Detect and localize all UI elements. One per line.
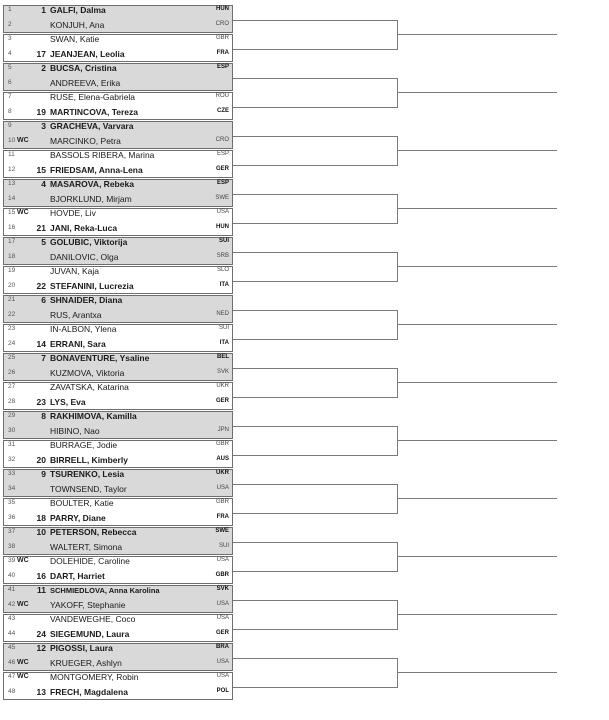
player-name: BASSOLS RIBERA, Marina — [50, 150, 155, 160]
country-code: ITA — [219, 339, 229, 346]
seed-number: 2 — [41, 63, 46, 73]
player-row[interactable] — [3, 368, 233, 382]
player-name: ANDREEVA, Erika — [50, 77, 121, 88]
draw-position: 32 — [8, 455, 16, 463]
player-name: HIBINO, Nao — [50, 425, 100, 436]
draw-position: 39 — [8, 557, 16, 564]
bracket-line — [397, 208, 557, 209]
seed-number: 11 — [37, 585, 46, 595]
player-name: SWAN, Katie — [50, 34, 100, 44]
player-name: HOVDE, Liv — [50, 208, 96, 218]
country-code: SUI — [218, 542, 229, 549]
player-row[interactable] — [3, 121, 233, 135]
country-code: BEL — [217, 354, 229, 360]
draw-position: 18 — [8, 252, 16, 260]
draw-position: 34 — [8, 484, 16, 492]
country-code: ESP — [216, 64, 229, 70]
country-code: NED — [216, 310, 229, 317]
bracket-line — [397, 614, 557, 615]
country-code: GER — [215, 397, 229, 404]
seed-number: 3 — [41, 121, 46, 131]
draw-position: 23 — [8, 325, 16, 332]
bracket-line — [233, 600, 397, 601]
bracket-line — [233, 368, 397, 369]
seed-number: 1 — [41, 5, 46, 15]
country-code: POL — [216, 687, 229, 694]
bracket-line — [233, 49, 397, 50]
country-code: ESP — [216, 151, 229, 157]
bracket-line — [397, 92, 557, 93]
country-code: USA — [216, 209, 229, 215]
seed-number: 7 — [41, 353, 46, 363]
bracket-line — [233, 484, 397, 485]
country-code: ROU — [215, 93, 229, 99]
draw-position: 2 — [8, 20, 12, 28]
bracket-line — [233, 223, 397, 224]
player-name: MARTINCOVA, Tereza — [50, 106, 139, 117]
player-row[interactable] — [3, 223, 233, 237]
bracket-line — [397, 266, 557, 267]
player-row[interactable] — [3, 324, 233, 338]
player-name: MONTGOMERY, Robin — [50, 672, 139, 682]
player-name: SHNAIDER, Diana — [50, 295, 123, 305]
entry-tag: WC — [17, 600, 29, 608]
player-name: LYS, Eva — [50, 396, 86, 407]
player-row[interactable] — [3, 136, 233, 150]
player-name: DANILOVIC, Olga — [50, 251, 119, 262]
bracket-line — [233, 542, 397, 543]
player-row[interactable] — [3, 63, 233, 77]
bracket-line — [233, 107, 397, 108]
player-name: IN-ALBON, Ylena — [50, 324, 117, 334]
player-row[interactable] — [3, 455, 233, 469]
bracket-line — [233, 658, 397, 659]
player-row[interactable] — [3, 469, 233, 483]
bracket-line — [233, 20, 397, 21]
country-code: HUN — [216, 223, 229, 230]
bracket-line — [233, 571, 397, 572]
bracket-line — [233, 252, 397, 253]
entry-tag: WC — [17, 209, 29, 216]
player-row[interactable] — [3, 165, 233, 179]
player-row[interactable] — [3, 310, 233, 324]
bracket-line — [233, 78, 397, 79]
draw-position: 27 — [8, 383, 16, 390]
country-code: CRO — [215, 136, 229, 143]
player-name: FRECH, Magdalena — [50, 686, 128, 697]
player-name: BUCSA, Cristina — [50, 63, 117, 73]
player-name: WALTERT, Simona — [50, 541, 123, 552]
player-row[interactable] — [3, 498, 233, 512]
country-code: BRA — [216, 644, 229, 650]
seed-number: 24 — [36, 628, 46, 639]
country-code: JPN — [217, 426, 229, 433]
country-code: USA — [216, 615, 229, 621]
draw-position: 30 — [8, 426, 16, 434]
player-name: PETERSON, Rebecca — [50, 527, 137, 537]
player-name: RUSE, Elena-Gabriela — [50, 92, 136, 102]
player-row[interactable] — [3, 513, 233, 527]
bracket-line — [233, 136, 397, 137]
player-row[interactable] — [3, 295, 233, 309]
seed-number: 12 — [36, 643, 46, 653]
draw-position: 6 — [8, 78, 12, 86]
country-code: AUS — [216, 455, 229, 462]
seed-number: 20 — [36, 454, 46, 465]
player-row[interactable] — [3, 78, 233, 92]
player-name: JEANJEAN, Leolia — [50, 48, 125, 59]
draw-position: 37 — [8, 528, 16, 535]
country-code: FRA — [216, 513, 229, 520]
country-code: UKR — [216, 470, 229, 476]
draw-position: 36 — [8, 513, 16, 521]
player-row[interactable] — [3, 426, 233, 440]
country-code: GER — [215, 165, 229, 172]
player-name: BURRAGE, Jodie — [50, 440, 118, 450]
bracket-line — [233, 310, 397, 311]
player-row[interactable] — [3, 281, 233, 295]
player-row[interactable] — [3, 643, 233, 657]
player-name: TOWNSEND, Taylor — [50, 483, 127, 494]
country-code: ESP — [216, 180, 229, 186]
player-name: ZAVATSKA, Katarina — [50, 382, 129, 392]
bracket-line — [397, 34, 557, 35]
draw-position: 9 — [8, 122, 12, 129]
country-code: GBR — [215, 499, 229, 505]
player-name: JANI, Reka-Luca — [50, 222, 118, 233]
country-code: USA — [216, 600, 229, 607]
bracket-line — [233, 426, 397, 427]
country-code: USA — [216, 658, 229, 665]
draw-position: 46 — [8, 658, 16, 666]
bracket-line — [397, 440, 557, 441]
seed-number: 6 — [41, 295, 46, 305]
draw-position: 42 — [8, 600, 16, 608]
draw-position: 40 — [8, 571, 16, 579]
draw-position: 41 — [8, 586, 16, 593]
country-code: SRB — [216, 252, 229, 259]
country-code: USA — [216, 484, 229, 491]
draw-position: 19 — [8, 267, 16, 274]
player-name: PARRY, Diane — [50, 512, 106, 523]
player-name: JUVAN, Kaja — [50, 266, 99, 276]
seed-number: 23 — [36, 396, 46, 407]
player-row[interactable] — [3, 339, 233, 353]
draw-position: 45 — [8, 644, 16, 651]
player-row[interactable] — [3, 658, 233, 672]
draw-position: 8 — [8, 107, 12, 115]
draw-position: 13 — [8, 180, 16, 187]
player-name: STEFANINI, Lucrezia — [50, 280, 134, 291]
seed-number: 4 — [41, 179, 46, 189]
seed-number: 15 — [36, 164, 46, 175]
draw-position: 4 — [8, 49, 12, 57]
seed-number: 19 — [36, 106, 46, 117]
bracket-line — [233, 397, 397, 398]
country-code: SWE — [215, 194, 229, 201]
bracket-line — [397, 672, 557, 673]
seed-number: 14 — [36, 338, 46, 349]
player-row[interactable] — [3, 382, 233, 396]
country-code: USA — [216, 557, 229, 563]
draw-position: 16 — [8, 223, 16, 231]
player-name: SCHMIEDLOVA, Anna Karolina — [50, 586, 160, 595]
player-row[interactable] — [3, 527, 233, 541]
player-row[interactable] — [3, 614, 233, 628]
player-name: BOULTER, Katie — [50, 498, 114, 508]
player-row[interactable] — [3, 629, 233, 643]
seed-number: 18 — [36, 512, 46, 523]
draw-position: 26 — [8, 368, 16, 376]
player-row[interactable] — [3, 150, 233, 164]
country-code: GER — [215, 629, 229, 636]
country-code: UKR — [216, 383, 229, 389]
player-row[interactable] — [3, 397, 233, 411]
player-name: MARCINKO, Petra — [50, 135, 121, 146]
player-row[interactable] — [3, 484, 233, 498]
country-code: GBR — [215, 441, 229, 447]
seed-number: 22 — [36, 280, 46, 291]
draw-position: 17 — [8, 238, 16, 245]
draw-position: 25 — [8, 354, 16, 361]
bracket-line — [233, 629, 397, 630]
country-code: SUI — [218, 238, 229, 244]
bracket-line — [397, 382, 557, 383]
entry-tag: WC — [17, 658, 29, 666]
player-name: BJORKLUND, Mirjam — [50, 193, 132, 204]
player-name: RAKHIMOVA, Kamilla — [50, 411, 137, 421]
draw-position: 7 — [8, 93, 12, 100]
player-name: MASAROVA, Rebeka — [50, 179, 134, 189]
country-code: SVK — [216, 368, 229, 375]
player-row[interactable] — [3, 92, 233, 106]
seed-number: 9 — [41, 469, 46, 479]
country-code: CZE — [217, 107, 229, 114]
draw-position: 1 — [8, 6, 12, 13]
player-row[interactable] — [3, 107, 233, 121]
draw-position: 24 — [8, 339, 16, 347]
bracket-line — [233, 281, 397, 282]
bracket-line — [397, 556, 557, 557]
player-row[interactable] — [3, 34, 233, 48]
country-code: USA — [216, 673, 229, 679]
country-code: CRO — [215, 20, 229, 27]
seed-number: 13 — [36, 686, 46, 697]
player-row[interactable] — [3, 687, 233, 701]
seed-number: 8 — [41, 411, 46, 421]
draw-position: 3 — [8, 35, 12, 42]
bracket-line — [233, 513, 397, 514]
player-name: BONAVENTURE, Ysaline — [50, 353, 150, 363]
player-name: KRUEGER, Ashlyn — [50, 657, 122, 668]
country-code: GBR — [215, 35, 229, 41]
player-row[interactable] — [3, 411, 233, 425]
player-row[interactable] — [3, 571, 233, 585]
seed-number: 21 — [36, 222, 46, 233]
player-row[interactable] — [3, 20, 233, 34]
bracket-line — [233, 455, 397, 456]
draw-position: 38 — [8, 542, 16, 550]
draw-position: 44 — [8, 629, 16, 637]
draw-position: 22 — [8, 310, 16, 318]
entry-tag: WC — [17, 673, 29, 680]
draw-position: 31 — [8, 441, 16, 448]
player-row[interactable] — [3, 49, 233, 63]
draw-position: 28 — [8, 397, 16, 405]
draw-position: 10 — [8, 136, 16, 144]
player-name: ERRANI, Sara — [50, 338, 106, 349]
bracket-line — [397, 324, 557, 325]
player-name: DART, Harriet — [50, 570, 105, 581]
entry-tag: WC — [17, 557, 29, 564]
player-row[interactable] — [3, 266, 233, 280]
draw-position: 43 — [8, 615, 16, 622]
player-name: DOLEHIDE, Caroline — [50, 556, 130, 566]
draw-position: 20 — [8, 281, 16, 289]
player-name: GRACHEVA, Varvara — [50, 121, 134, 131]
player-row[interactable] — [3, 672, 233, 686]
player-row[interactable] — [3, 208, 233, 222]
player-name: VANDEWEGHE, Coco — [50, 614, 136, 624]
player-row[interactable] — [3, 585, 233, 599]
seed-number: 10 — [36, 527, 46, 537]
bracket-line — [233, 687, 397, 688]
country-code: SLO — [216, 267, 229, 273]
player-name: TSURENKO, Lesia — [50, 469, 125, 479]
player-row[interactable] — [3, 194, 233, 208]
country-code: SUI — [218, 325, 229, 331]
player-name: FRIEDSAM, Anna-Lena — [50, 164, 143, 175]
draw-position: 12 — [8, 165, 16, 173]
bracket-line — [233, 194, 397, 195]
seed-number: 16 — [36, 570, 46, 581]
draw-position: 48 — [8, 687, 16, 695]
player-row[interactable] — [3, 5, 233, 19]
bracket-line — [397, 498, 557, 499]
country-code: ITA — [219, 281, 229, 288]
seed-number: 17 — [36, 48, 46, 59]
player-row[interactable] — [3, 353, 233, 367]
country-code: FRA — [216, 49, 229, 56]
player-name: RUS, Arantxa — [50, 309, 102, 320]
player-name: GALFI, Dalma — [50, 5, 106, 15]
player-name: KUZMOVA, Viktoria — [50, 367, 125, 378]
draw-position: 15 — [8, 209, 16, 216]
draw-position: 35 — [8, 499, 16, 506]
player-row[interactable] — [3, 556, 233, 570]
country-code: GBR — [215, 571, 229, 578]
draw-position: 5 — [8, 64, 12, 71]
player-row[interactable] — [3, 600, 233, 614]
bracket-line — [233, 165, 397, 166]
seed-number: 5 — [41, 237, 46, 247]
draw-position: 47 — [8, 673, 16, 680]
player-name: GOLUBIC, Viktorija — [50, 237, 128, 247]
draw-position: 29 — [8, 412, 16, 419]
bracket-line — [397, 150, 557, 151]
player-row[interactable] — [3, 237, 233, 251]
country-code: SVK — [216, 586, 229, 592]
player-name: PIGOSSI, Laura — [50, 643, 113, 653]
draw-position: 14 — [8, 194, 16, 202]
country-code: SWE — [215, 528, 229, 534]
entry-tag: WC — [17, 136, 29, 144]
player-row[interactable] — [3, 179, 233, 193]
draw-position: 33 — [8, 470, 16, 477]
player-row[interactable] — [3, 542, 233, 556]
player-row[interactable] — [3, 252, 233, 266]
draw-position: 11 — [8, 151, 15, 158]
player-name: YAKOFF, Stephanie — [50, 599, 126, 610]
draw-position: 21 — [8, 296, 16, 303]
country-code: HUN — [216, 6, 229, 12]
player-name: BIRRELL, Kimberly — [50, 454, 128, 465]
player-row[interactable] — [3, 440, 233, 454]
player-name: KONJUH, Ana — [50, 19, 105, 30]
player-name: SIEGEMUND, Laura — [50, 628, 130, 639]
bracket-line — [233, 339, 397, 340]
